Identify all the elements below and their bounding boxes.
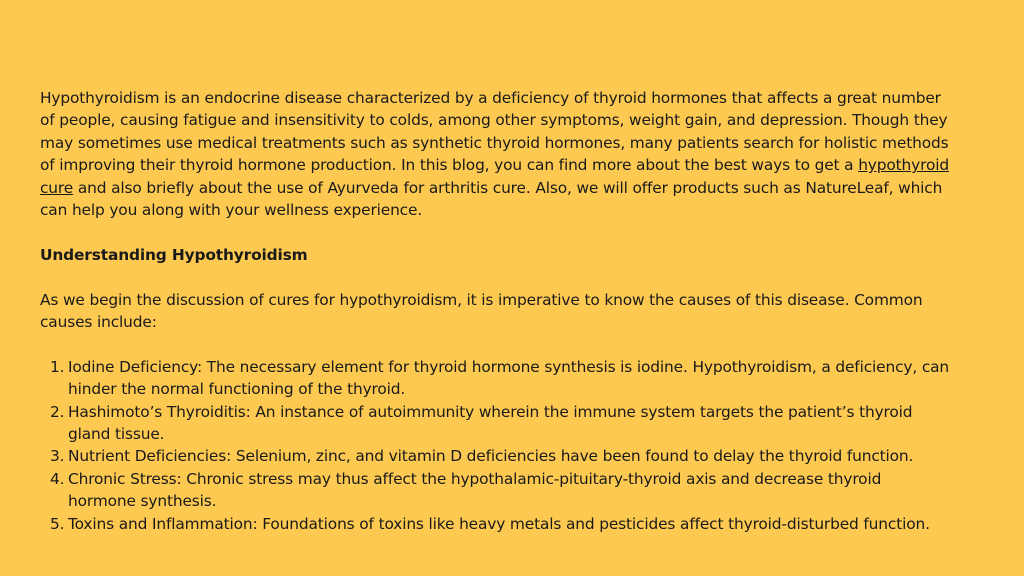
spacer [40,266,952,288]
list-item-number: 1. [50,357,65,376]
intro-text-after-link: and also briefly about the use of Ayurveda for arthritis cure. Also, we will offer products such as NatureLeaf, which can help you along with your wellness experience. [40,178,943,220]
list-item [40,356,952,401]
slide-content [40,87,952,535]
list-item-number: 3. [50,447,65,466]
lead-paragraph: As we begin the discussion of cures for hypothyroidism, it is imperative to know the causes of this disease. Common causes include: [40,290,923,332]
spacer [40,221,952,243]
hypothyroid-cure-link[interactable]: hypothyroid cure [40,156,949,197]
list-item [40,445,952,467]
causes-list [40,356,952,535]
list-item-number: 5. [50,514,65,533]
intro-paragraph [40,87,952,221]
list-item [40,513,952,535]
list-item [40,468,952,513]
list-item-text: Nutrient Deficiencies: Selenium, zinc, and vitamin D deficiencies have been found to delay the thyroid function. [68,447,914,466]
list-item-number: 2. [50,402,65,421]
spacer [40,333,952,355]
list-item [40,401,952,446]
list-item-text: Hashimoto’s Thyroiditis: An instance of autoimmunity wherein the immune system targets the patient’s thyroid gland tissue. [68,402,913,444]
list-item-number: 4. [50,469,65,488]
list-item-text: Chronic Stress: Chronic stress may thus affect the hypothalamic-pituitary-thyroid axis and decrease thyroid hormone synthesis. [68,469,882,511]
list-item-text: Iodine Deficiency: The necessary element for thyroid hormone synthesis is iodine. Hypothyroidism, a deficiency, can hinder the normal functioning of the thyroid. [68,357,950,399]
section-heading: Understanding Hypothyroidism [40,245,308,264]
intro-text-before-link: Hypothyroidism is an endocrine disease characterized by a deficiency of thyroid hormones that affects a great number of people, causing fatigue and insensitivity to colds, among other symptoms, weight gain, and depression. Though they may sometimes use medical treatments such as synthetic thyroid hormones, many patients search for holistic methods of improving their thyroid hormone production. In this blog, you can find more about the best ways to get a [40,89,949,175]
list-item-text: Toxins and Inflammation: Foundations of toxins like heavy metals and pesticides affect thyroid-disturbed function. [68,514,930,533]
